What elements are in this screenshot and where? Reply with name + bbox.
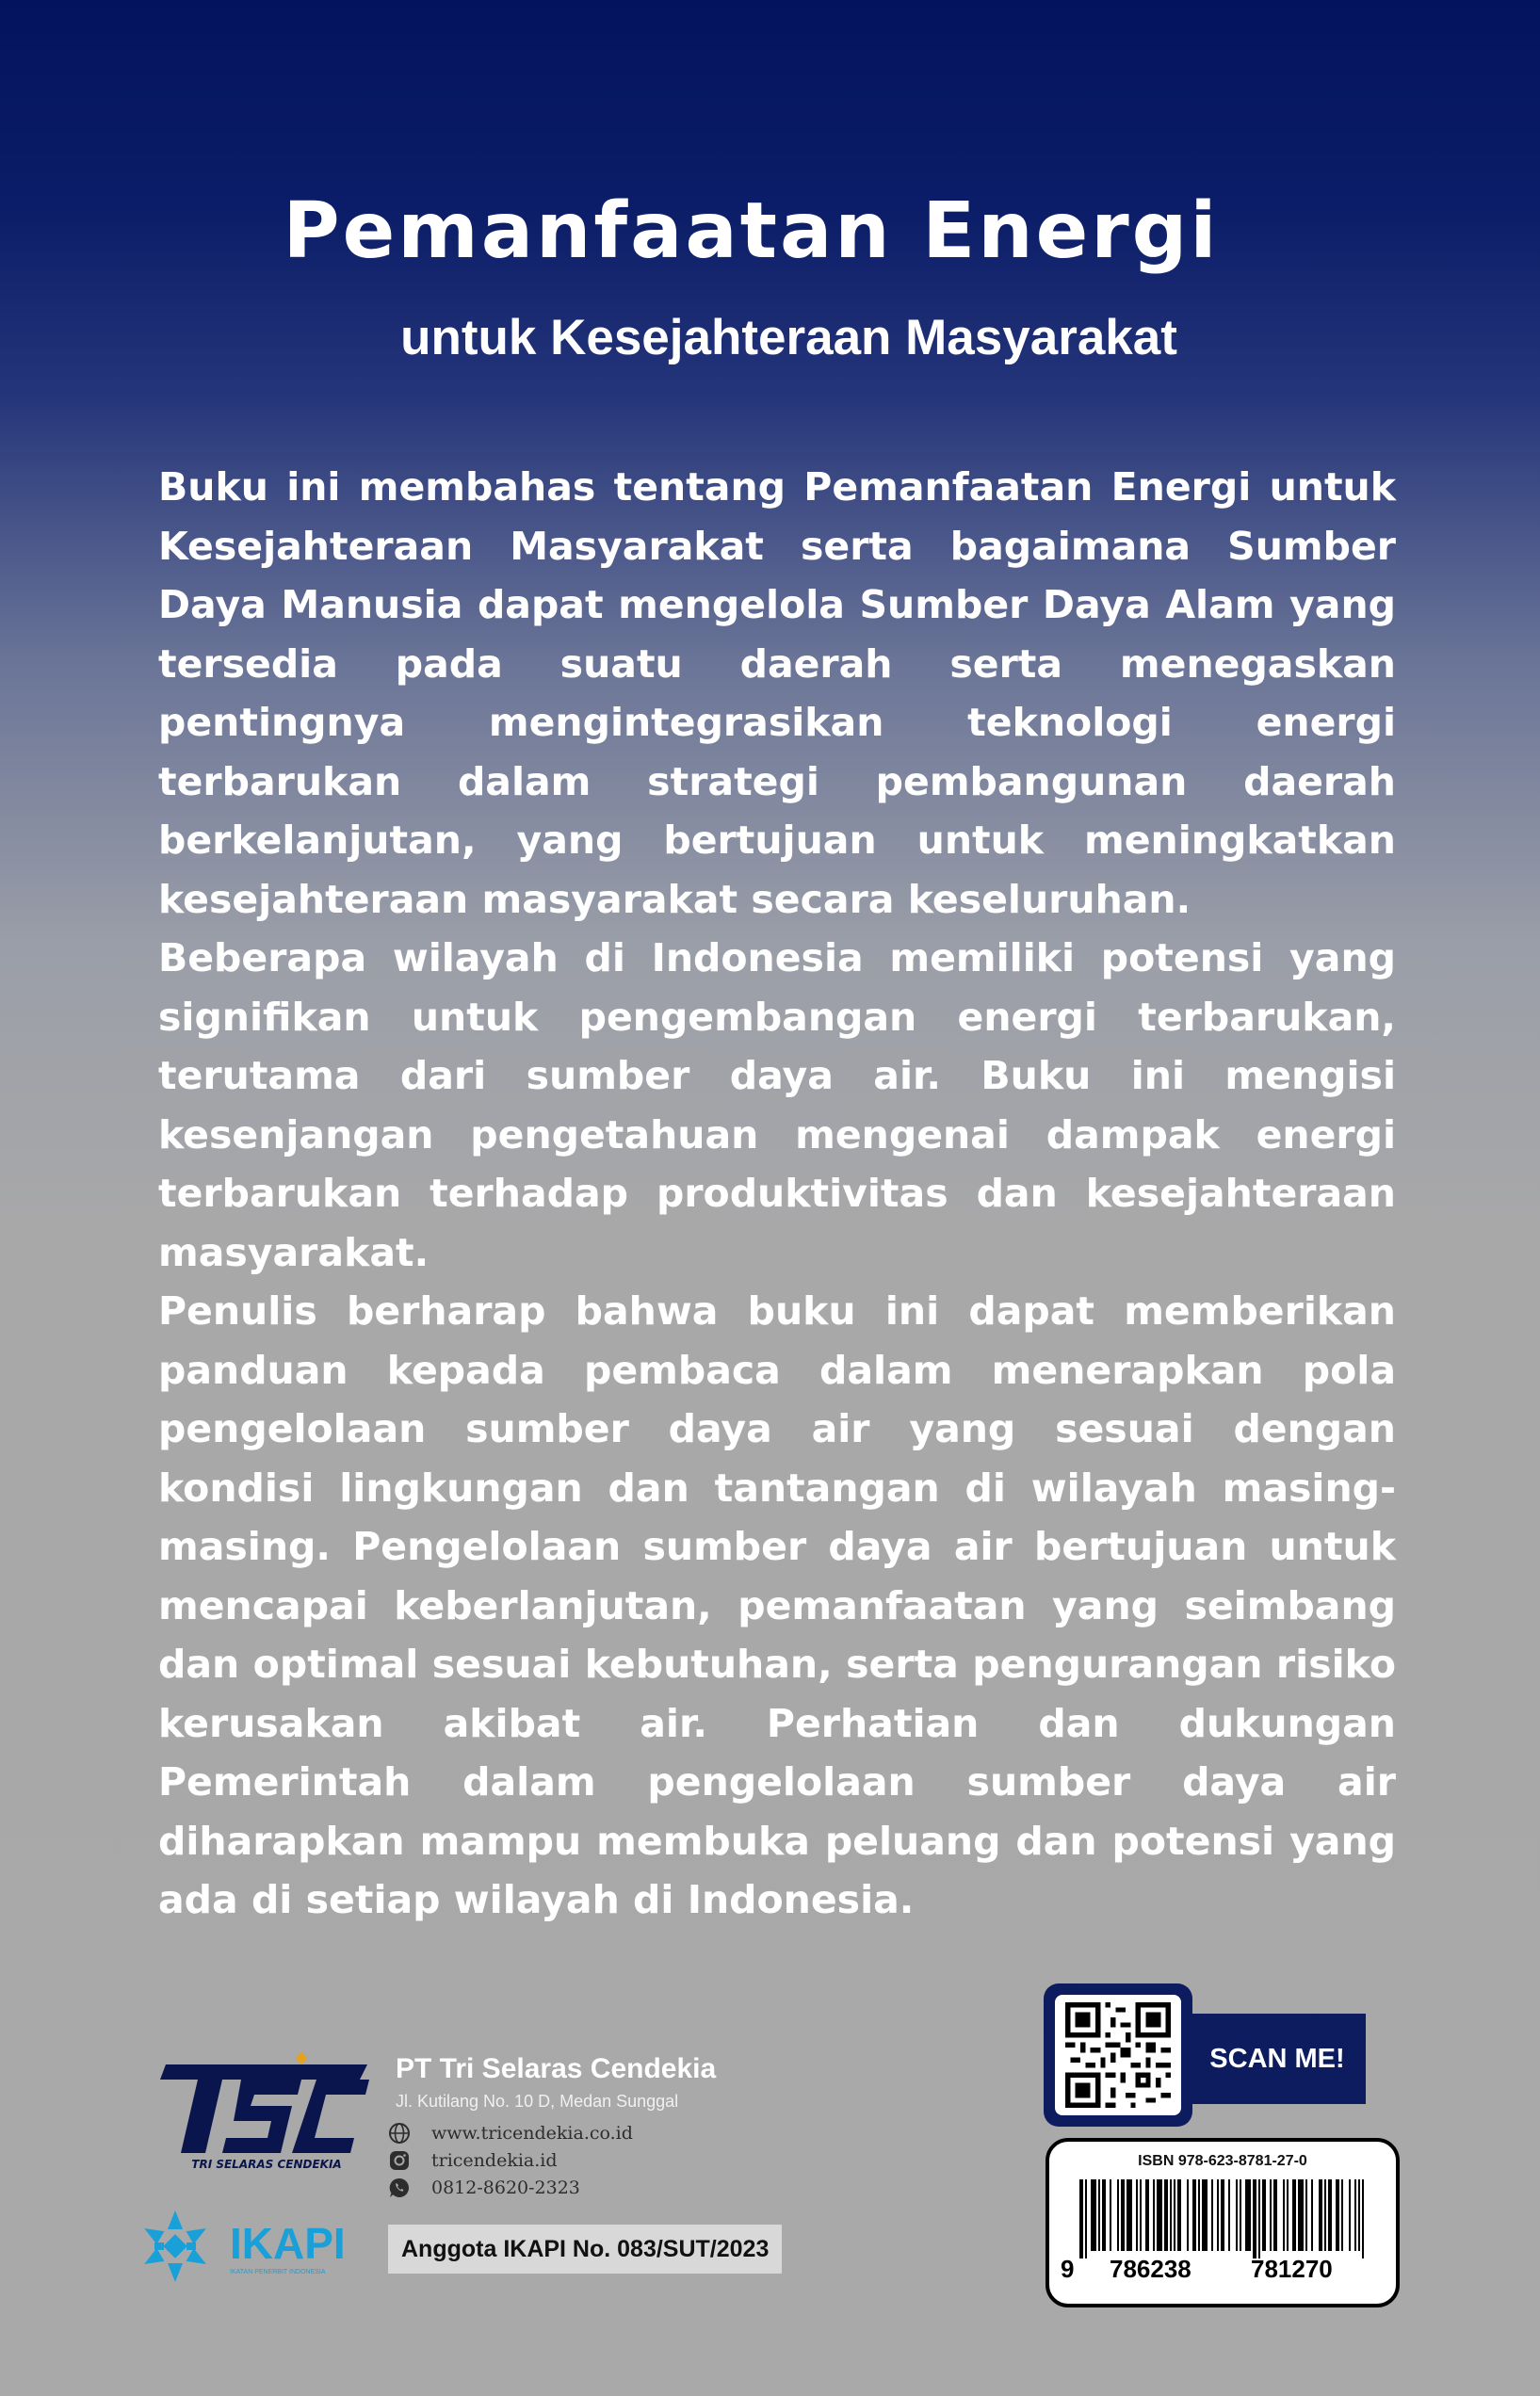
blurb (158, 458, 1396, 1930)
barcode-bar (1311, 2179, 1313, 2251)
barcode-bar (1192, 2179, 1196, 2251)
barcode-bar (1354, 2179, 1356, 2251)
barcode-bar (1110, 2179, 1111, 2251)
phone-text: 0812-8620-2323 (431, 2177, 580, 2198)
barcode-bar (1328, 2179, 1332, 2251)
barcode-left-digits: 786238 (1110, 2255, 1191, 2283)
barcode-bar (1140, 2179, 1142, 2251)
barcode-bar (1079, 2179, 1083, 2258)
barcode-bar (1292, 2179, 1296, 2251)
blurb-paragraph-1: Buku ini membahas tentang Pemanfaatan Energi untuk Kesejahteraan Masyarakat serta bagaimana Sumber Daya Manusia dapat mengelola Sumber Daya Alam yang tersedia pada suatu daerah serta menegaskan pentingnya mengintegrasikan teknologi energi terbarukan dalam strategi pembangunan daerah berkelanjutan, yang bertujuan untuk meningkatkan kesejahteraan masyarakat secara keseluruhan. (158, 464, 1396, 922)
barcode-bar (1362, 2179, 1364, 2258)
barcode-bar (1117, 2179, 1119, 2251)
blurb-paragraph-2: Beberapa wilayah di Indonesia memiliki potensi yang signifikan untuk pengembangan energi terbarukan, terutama dari sumber daya air. Buku ini mengisi kesenjangan pengetahuan mengenai dampak energi terbarukan terhadap produktivitas dan kesejahteraan masyarakat. (158, 935, 1396, 1275)
barcode-bar (1319, 2179, 1322, 2251)
barcode-bar (1174, 2179, 1175, 2251)
barcode-bar (1202, 2179, 1208, 2251)
tsc-publisher-logo (160, 2051, 373, 2172)
instagram-icon (388, 2149, 411, 2172)
barcode-bar (1157, 2179, 1162, 2251)
scan-me-label: SCAN ME! (1189, 2014, 1366, 2104)
barcode-bar (1164, 2179, 1168, 2251)
barcode-bar (1253, 2179, 1256, 2258)
barcode-right-digits: 781270 (1251, 2255, 1333, 2283)
barcode-bar (1240, 2179, 1241, 2251)
contact-instagram (388, 2148, 558, 2173)
qr-code[interactable] (1055, 1995, 1181, 2115)
barcode-bar (1211, 2179, 1213, 2251)
barcode-bar (1085, 2179, 1087, 2258)
barcode-bar (1236, 2179, 1238, 2251)
barcode-bar (1324, 2179, 1326, 2251)
barcode-bar (1091, 2179, 1096, 2251)
website-text: www.tricendekia.co.id (431, 2123, 633, 2144)
publisher-address: Jl. Kutilang No. 10 D, Medan Sunggal (396, 2092, 679, 2111)
barcode-bar (1121, 2179, 1125, 2251)
instagram-text: tricendekia.id (431, 2150, 558, 2171)
barcode-bar (1262, 2179, 1266, 2251)
barcode-bar (1102, 2179, 1106, 2251)
isbn-barcode-box (1046, 2138, 1400, 2307)
contact-website (388, 2121, 633, 2145)
barcode-bar (1145, 2179, 1149, 2251)
book-title: Pemanfaatan Energi (283, 186, 1220, 276)
barcode-bar (1187, 2179, 1189, 2251)
svg-text:IKATAN PENERBIT INDONESIA: IKATAN PENERBIT INDONESIA (230, 2269, 326, 2275)
ikapi-logo (136, 2206, 362, 2287)
barcode-bar (1270, 2179, 1272, 2251)
barcode-bar (1358, 2179, 1360, 2251)
whatsapp-icon (388, 2177, 411, 2199)
barcode-bar (1217, 2179, 1219, 2251)
qr-code-frame[interactable] (1044, 1983, 1192, 2127)
barcode-bar (1283, 2179, 1285, 2251)
blurb-paragraph-3: Penulis berharap bahwa buku ini dapat memberikan panduan kepada pembaca dalam menerapkan pola pengelolaan sumber daya air yang sesuai dengan kondisi lingkungan dan tantangan di wilayah masing-masing. Pengelolaan sumber daya air bertujuan untuk mencapai keberlanjutan, pemanfaatan yang seimbang dan optimal sesuai kebutuhan, serta pengurangan risiko kerusakan akibat air. Perhatian dan dukungan Pemerintah dalam pengelolaan sumber daya air diharapkan mampu membuka peluang dan potensi yang ada di setiap wilayah di Indonesia. (158, 1288, 1396, 1922)
barcode-bar (1305, 2179, 1307, 2251)
svg-text:IKAPI: IKAPI (230, 2219, 346, 2268)
barcode-bar (1336, 2179, 1339, 2251)
barcode-bar (1098, 2179, 1100, 2251)
barcode-bar (1221, 2179, 1224, 2251)
barcode-bar (1228, 2179, 1230, 2251)
globe-icon (388, 2122, 411, 2145)
isbn-label: ISBN 978-623-8781-27-0 (1138, 2153, 1307, 2169)
svg-text:TRI SELARAS CENDEKIA: TRI SELARAS CENDEKIA (191, 2158, 342, 2171)
qr-code-pattern (1065, 2002, 1171, 2108)
barcode-bar (1287, 2179, 1289, 2251)
barcode-bar (1298, 2179, 1304, 2251)
ikapi-membership-badge: Anggota IKAPI No. 083/SUT/2023 (388, 2225, 782, 2274)
book-subtitle: untuk Kesejahteraan Masyarakat (400, 310, 1177, 365)
contact-phone (388, 2176, 580, 2200)
barcode-bar (1245, 2179, 1251, 2251)
barcode-bar (1258, 2179, 1260, 2258)
publisher-name: PT Tri Selaras Cendekia (396, 2053, 717, 2084)
barcode-bar (1341, 2179, 1343, 2251)
barcode-bar (1153, 2179, 1155, 2251)
barcode-bar (1127, 2179, 1132, 2251)
barcode-bars (1078, 2179, 1371, 2258)
barcode-bar (1349, 2179, 1351, 2251)
barcode-bar (1273, 2179, 1277, 2251)
barcode-lead-digit: 9 (1061, 2255, 1075, 2283)
barcode-bar (1136, 2179, 1138, 2251)
barcode-bar (1177, 2179, 1181, 2251)
barcode-bar (1170, 2179, 1172, 2251)
barcode-bar (1198, 2179, 1200, 2251)
